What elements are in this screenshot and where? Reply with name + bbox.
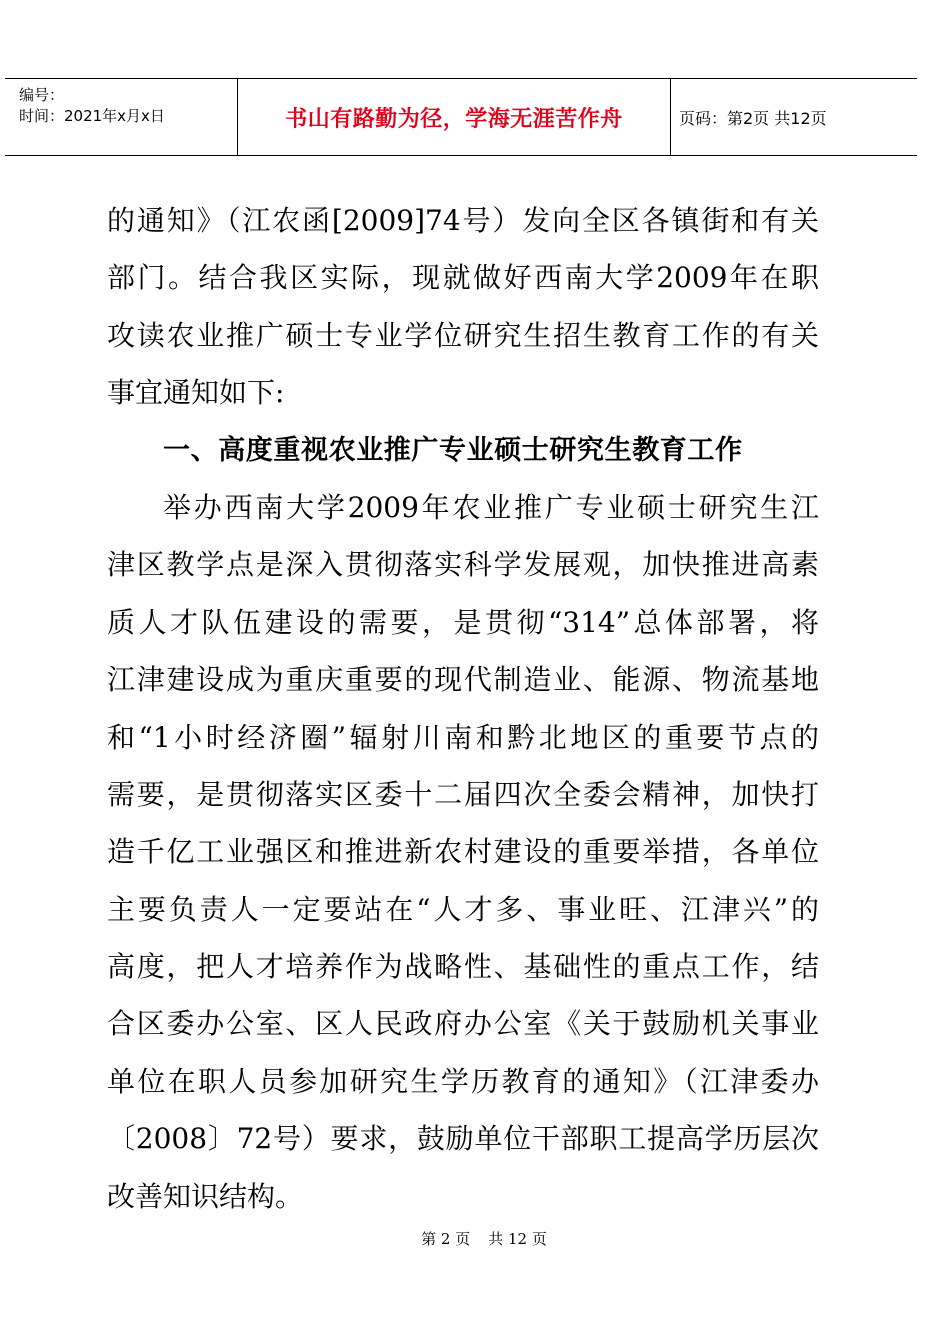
document-date-label: 时间：2021年x月x日 — [19, 107, 165, 125]
paragraph-2 — [107, 479, 819, 1225]
text-line: 质人才队伍建设的需要，是贯彻“314”总体部署，将 — [107, 605, 819, 639]
text-line: 部门。结合我区实际，现就做好西南大学2009年在职 — [107, 261, 819, 295]
text-line: 〔2008〕72号）要求，鼓励单位干部职工提高学历层次 — [107, 1122, 819, 1156]
footer-page-number: 第 2 页 — [421, 1230, 471, 1248]
text-line: 的通知》（江农函[2009]74号）发向全区各镇街和有关 — [107, 204, 819, 237]
header-page-info: 页码：第2页 共12页 — [679, 108, 827, 128]
document-header — [5, 78, 917, 156]
text-line: 事宜通知如下: — [107, 376, 285, 410]
text-line: 单位在职人员参加研究生学历教育的通知》（江津委办 — [107, 1064, 819, 1098]
paragraph-1 — [107, 192, 819, 422]
footer-total-pages: 共 12 页 — [488, 1230, 547, 1248]
document-number-label: 编号： — [19, 86, 65, 104]
document-body — [107, 192, 819, 1225]
header-meta — [5, 79, 238, 155]
header-motto: 书山有路勤为径，学海无涯苦作舟 — [238, 79, 671, 155]
text-line: 需要，是贯彻落实区委十二届四次全委会精神，加快打 — [107, 777, 819, 811]
text-line: 攻读农业推广硕士专业学位研究生招生教育工作的有关 — [107, 318, 819, 352]
text-line: 主要负责人一定要站在“人才多、事业旺、江津兴”的 — [107, 892, 819, 926]
text-line: 造千亿工业强区和推进新农村建设的重要举措，各单位 — [107, 835, 819, 869]
section-heading-1: 一、高度重视农业推广专业硕士研究生教育工作 — [163, 434, 743, 466]
text-line: 江津建设成为重庆重要的现代制造业、能源、物流基地 — [107, 663, 819, 697]
text-line: 举办西南大学2009年农业推广专业硕士研究生江 — [163, 490, 819, 524]
page-footer — [0, 1228, 950, 1249]
text-line: 高度，把人才培养作为战略性、基础性的重点工作，结 — [107, 950, 819, 984]
text-line: 改善知识结构。 — [107, 1179, 304, 1213]
text-line: 和“1小时经济圈”辐射川南和黔北地区的重要节点的 — [107, 720, 819, 754]
text-line: 合区委办公室、区人民政府办公室《关于鼓励机关事业 — [107, 1007, 819, 1041]
text-line: 津区教学点是深入贯彻落实科学发展观，加快推进高素 — [107, 548, 819, 582]
